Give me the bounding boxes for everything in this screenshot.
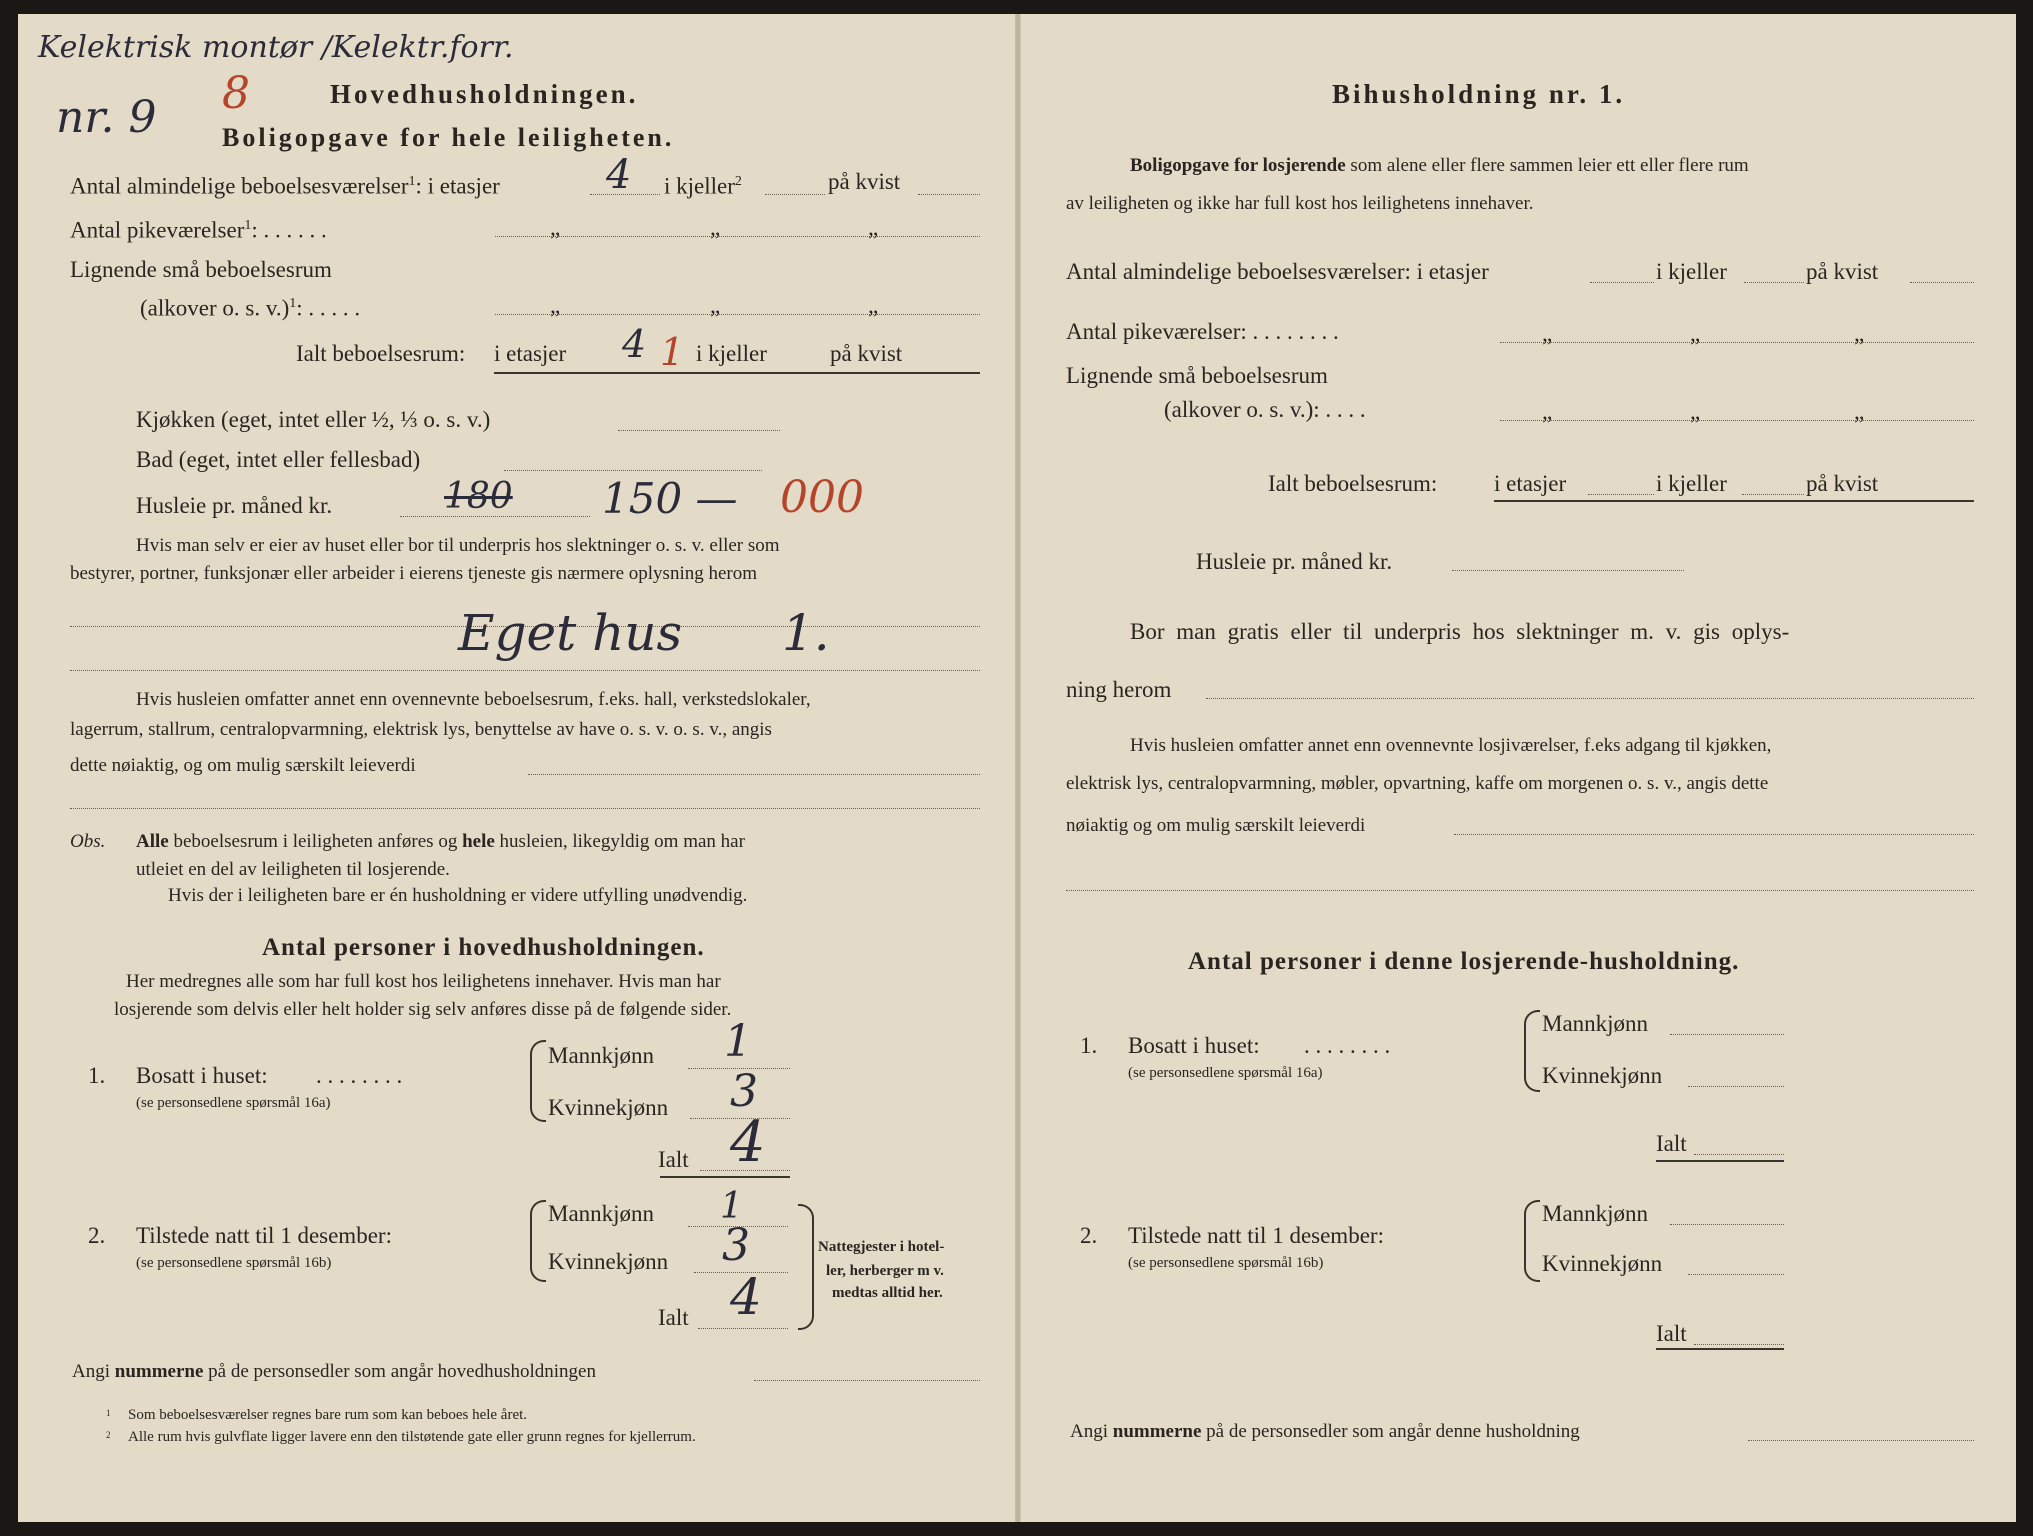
- right-extra-value-field-2[interactable]: [1066, 890, 1974, 891]
- q1-dots: . . . . . . . .: [316, 1063, 403, 1088]
- right-q1-total-field[interactable]: [1694, 1154, 1784, 1155]
- q2-brace: [530, 1200, 546, 1282]
- right-q1-male-field[interactable]: [1670, 1034, 1784, 1035]
- quote-mark: „: [1690, 321, 1701, 346]
- obs-label: Obs.: [70, 831, 106, 852]
- right-q1-dots: . . . . . . . .: [1304, 1033, 1391, 1058]
- right-q2-label: Tilstede natt til 1 desember:: [1128, 1223, 1384, 1248]
- quote-mark: „: [710, 293, 721, 318]
- right-q1-sub: (se personsedlene spørsmål 16a): [1128, 1065, 1323, 1081]
- note-owner-2: bestyrer, portner, funksjonær eller arbeider i eierens tjeneste gis nærmere oplysning herom: [70, 563, 758, 584]
- q2-number: 2.: [88, 1223, 106, 1248]
- alkover-field[interactable]: [495, 314, 980, 315]
- q1-label: Bosatt i huset:: [136, 1063, 268, 1088]
- right-page-title: Bihusholdning nr. 1.: [1332, 79, 1626, 109]
- label-total-rooms: Ialt beboelsesrum:: [296, 341, 466, 366]
- right-q1-brace: [1524, 1010, 1540, 1092]
- label-etasjer: i etasjer: [494, 341, 567, 366]
- quote-mark: „: [710, 215, 721, 240]
- handwritten-own-house-count: 1.: [782, 604, 830, 662]
- right-q1-female-field[interactable]: [1688, 1086, 1784, 1087]
- footnote-1-number: 1: [106, 1408, 111, 1418]
- total-underline: [494, 372, 980, 374]
- right-q1-female-label: Kvinnekjønn: [1542, 1063, 1663, 1088]
- row-alkover: (alkover o. s. v.)$^1$: . . . . .: [140, 295, 361, 321]
- rooms-etasjer-value: 4: [606, 152, 632, 198]
- q2-male-value: 1: [720, 1186, 743, 1227]
- quote-mark: „: [1542, 321, 1553, 346]
- q1-number: 1.: [88, 1063, 106, 1088]
- extra-value-field-2[interactable]: [70, 808, 980, 809]
- right-q1-total-underline: [1656, 1160, 1784, 1162]
- right-rooms-etasjer-field[interactable]: [1590, 282, 1654, 283]
- q1-female-label: Kvinnekjønn: [548, 1095, 669, 1120]
- page-fold: [1015, 14, 1021, 1522]
- q1-male-value: 1: [724, 1016, 752, 1067]
- right-free-housing-1: Bor man gratis eller til underpris hos slektninger m. v. gis oplys-: [1130, 619, 1790, 644]
- persons-note-2: losjerende som delvis eller helt holder sig selv anføres disse på de følgende sider.: [114, 999, 732, 1020]
- extra-value-field[interactable]: [528, 774, 980, 775]
- q2-total-value: 4: [730, 1268, 762, 1326]
- angi-numbers: Angi nummerne på de personsedler som angår hovedhusholdningen: [72, 1361, 596, 1382]
- handwritten-number: nr. 9: [56, 92, 157, 143]
- right-extra-value-field[interactable]: [1454, 834, 1974, 835]
- right-row-maid-rooms: Antal pikeværelser: . . . . . . . .: [1066, 319, 1339, 344]
- q1-total-underline: [660, 1176, 790, 1178]
- angi-numbers-field[interactable]: [754, 1380, 980, 1381]
- right-note-3: nøiaktig og om mulig særskilt leieverdi: [1066, 815, 1366, 836]
- quote-mark: „: [550, 215, 561, 240]
- handwritten-occupation: Kelektrisk montør /Kelektr.forr.: [38, 30, 514, 65]
- q2-sub: (se personsedlene spørsmål 16b): [136, 1255, 332, 1271]
- obs-text-2: utleiet en del av leiligheten til losjerende.: [136, 859, 450, 880]
- handwritten-household-number: 8: [222, 68, 250, 119]
- label-kjeller: i kjeller: [696, 341, 767, 366]
- quote-mark: „: [1542, 399, 1553, 424]
- rent-struck-value: 180: [444, 476, 513, 517]
- row-maid-rooms: Antal pikeværelser$^1$: . . . . . .: [70, 217, 327, 243]
- right-label-total-rooms: Ialt beboelsesrum:: [1268, 471, 1438, 496]
- q2-note-1: Nattegjester i hotel-: [818, 1239, 945, 1255]
- rent-value: 150 —: [602, 474, 738, 523]
- quote-mark: „: [1854, 321, 1865, 346]
- q2-male-label: Mannkjønn: [548, 1201, 655, 1226]
- footnote-2-number: 2: [106, 1430, 111, 1440]
- right-total-underline: [1494, 500, 1974, 502]
- right-angi-numbers-field[interactable]: [1748, 1440, 1974, 1441]
- right-label-kjeller: i kjeller: [1656, 471, 1727, 496]
- q2-label: Tilstede natt til 1 desember:: [136, 1223, 392, 1248]
- rent-red-annotation: 000: [780, 472, 864, 523]
- note-rent-includes-2: lagerrum, stallrum, centralopvarmning, elektrisk lys, benyttelse av have o. s. v. o. s. v., angis: [70, 719, 772, 740]
- q1-total-value: 4: [730, 1110, 766, 1175]
- right-label-kjeller: i kjeller: [1656, 259, 1727, 284]
- right-q1-number: 1.: [1080, 1033, 1098, 1058]
- right-row-rooms: Antal almindelige beboelsesværelser: i etasjer: [1066, 259, 1489, 284]
- obs-text-3: Hvis der i leiligheten bare er én husholdning er videre utfylling unødvendig.: [168, 885, 748, 906]
- row-similar-rooms: Lignende små beboelsesrum: [70, 257, 332, 282]
- right-label-kvist: på kvist: [1806, 259, 1879, 284]
- right-alkover-field[interactable]: [1500, 420, 1974, 421]
- persons-note-1: Her medregnes alle som har full kost hos leilighetens innehaver. Hvis man har: [126, 971, 721, 992]
- right-note-2: elektrisk lys, centralopvarmning, møbler, opvartning, kaffe om morgenen o. s. v., angis dette: [1066, 773, 1769, 794]
- right-total-kjeller-field[interactable]: [1742, 494, 1804, 495]
- right-intro-1: Boligopgave for losjerende som alene eller flere sammen leier ett eller flere rum: [1130, 155, 1749, 176]
- q2-note-3: medtas alltid her.: [832, 1285, 943, 1301]
- q2-female-label: Kvinnekjønn: [548, 1249, 669, 1274]
- total-etasjer-value: 4: [622, 322, 647, 366]
- right-rent-field[interactable]: [1452, 570, 1684, 571]
- left-page-title: Hovedhusholdningen.: [330, 79, 639, 109]
- right-q2-number: 2.: [1080, 1223, 1098, 1248]
- right-rooms-kjeller-field[interactable]: [1744, 282, 1804, 283]
- right-label-etasjer: i etasjer: [1494, 471, 1567, 496]
- quote-mark: „: [868, 293, 879, 318]
- right-maid-rooms-field[interactable]: [1500, 342, 1974, 343]
- kitchen-field[interactable]: [618, 430, 780, 431]
- q2-female-value: 3: [722, 1220, 750, 1271]
- q2-note-2: ler, herberger m v.: [826, 1263, 944, 1279]
- right-q2-brace: [1524, 1200, 1540, 1282]
- footnote-2: Alle rum hvis gulvflate ligger lavere enn den tilstøtende gate eller grunn regnes for kjellerrum.: [128, 1429, 696, 1445]
- right-q1-male-label: Mannkjønn: [1542, 1011, 1649, 1036]
- note-rent-includes-1: Hvis husleien omfatter annet enn ovennevnte beboelsesrum, f.eks. hall, verkstedslokaler,: [136, 689, 811, 710]
- right-q2-sub: (se personsedlene spørsmål 16b): [1128, 1255, 1324, 1271]
- right-note-1: Hvis husleien omfatter annet enn ovennevnte losjiværelser, f.eks adgang til kjøkken,: [1130, 735, 1772, 756]
- right-q2-total-field[interactable]: [1694, 1344, 1784, 1345]
- right-free-housing-field[interactable]: [1206, 698, 1974, 699]
- right-q1-label: Bosatt i huset:: [1128, 1033, 1260, 1058]
- label-kjeller: i kjeller$^2$: [664, 173, 742, 199]
- right-label-kvist: på kvist: [1806, 471, 1879, 496]
- label-kvist: på kvist: [830, 341, 903, 366]
- right-q2-male-label: Mannkjønn: [1542, 1201, 1649, 1226]
- right-label-rent: Husleie pr. måned kr.: [1196, 549, 1393, 574]
- label-kvist: på kvist: [828, 169, 901, 194]
- maid-rooms-field[interactable]: [495, 236, 980, 237]
- right-intro-2: av leiligheten og ikke har full kost hos leilighetens innehaver.: [1066, 193, 1534, 214]
- right-angi-numbers: Angi nummerne på de personsedler som angår denne husholdning: [1070, 1421, 1580, 1442]
- q1-total-label: Ialt: [658, 1147, 689, 1172]
- bath-field[interactable]: [504, 470, 762, 471]
- rooms-kjeller-field[interactable]: [765, 194, 825, 195]
- quote-mark: „: [868, 215, 879, 240]
- right-free-housing-2: ning herom: [1066, 677, 1172, 702]
- total-red-mark: 1: [660, 330, 685, 374]
- persons-title: Antal personer i hovedhusholdningen.: [262, 934, 705, 961]
- right-q2-female-field[interactable]: [1688, 1274, 1784, 1275]
- obs-text-1: Alle beboelsesrum i leiligheten anføres og hele husleien, likegyldig om man har: [136, 831, 745, 852]
- q2-right-brace: [798, 1204, 814, 1330]
- q1-brace: [530, 1040, 546, 1122]
- note-rent-includes-3: dette nøiaktig, og om mulig særskilt leieverdi: [70, 755, 416, 776]
- q1-female-value: 3: [730, 1066, 758, 1117]
- label-kitchen: Kjøkken (eget, intet eller ½, ⅓ o. s. v.): [136, 407, 491, 432]
- right-total-etasjer-field[interactable]: [1588, 494, 1654, 495]
- q1-sub: (se personsedlene spørsmål 16a): [136, 1095, 331, 1111]
- q2-total-field[interactable]: [698, 1328, 788, 1329]
- right-q2-total-underline: [1656, 1348, 1784, 1350]
- label-bath: Bad (eget, intet eller fellesbad): [136, 447, 421, 472]
- footnote-1: Som beboelsesværelser regnes bare rum som kan beboes hele året.: [128, 1407, 528, 1423]
- q2-total-label: Ialt: [658, 1305, 689, 1330]
- right-row-alkover: (alkover o. s. v.): . . . .: [1164, 397, 1366, 422]
- q1-male-label: Mannkjønn: [548, 1043, 655, 1068]
- right-persons-title: Antal personer i denne losjerende-husholdning.: [1188, 948, 1740, 975]
- quote-mark: „: [550, 293, 561, 318]
- right-q2-total-label: Ialt: [1656, 1321, 1687, 1346]
- label-rent: Husleie pr. måned kr.: [136, 493, 333, 518]
- rooms-kvist-field[interactable]: [918, 194, 980, 195]
- row-rooms: Antal almindelige beboelsesværelser$^1$: i etasjer: [70, 173, 500, 199]
- right-row-similar-rooms: Lignende små beboelsesrum: [1066, 363, 1328, 388]
- right-q2-male-field[interactable]: [1670, 1224, 1784, 1225]
- quote-mark: „: [1690, 399, 1701, 424]
- handwritten-own-house: Eget hus: [458, 604, 683, 662]
- right-rooms-kvist-field[interactable]: [1910, 282, 1974, 283]
- quote-mark: „: [1854, 399, 1865, 424]
- right-q2-female-label: Kvinnekjønn: [1542, 1251, 1663, 1276]
- left-page-subtitle: Boligopgave for hele leiligheten.: [222, 123, 675, 152]
- right-q1-total-label: Ialt: [1656, 1131, 1687, 1156]
- owner-info-field-2[interactable]: [70, 670, 980, 671]
- note-owner-1: Hvis man selv er eier av huset eller bor til underpris hos slektninger o. s. v. eller som: [136, 535, 780, 556]
